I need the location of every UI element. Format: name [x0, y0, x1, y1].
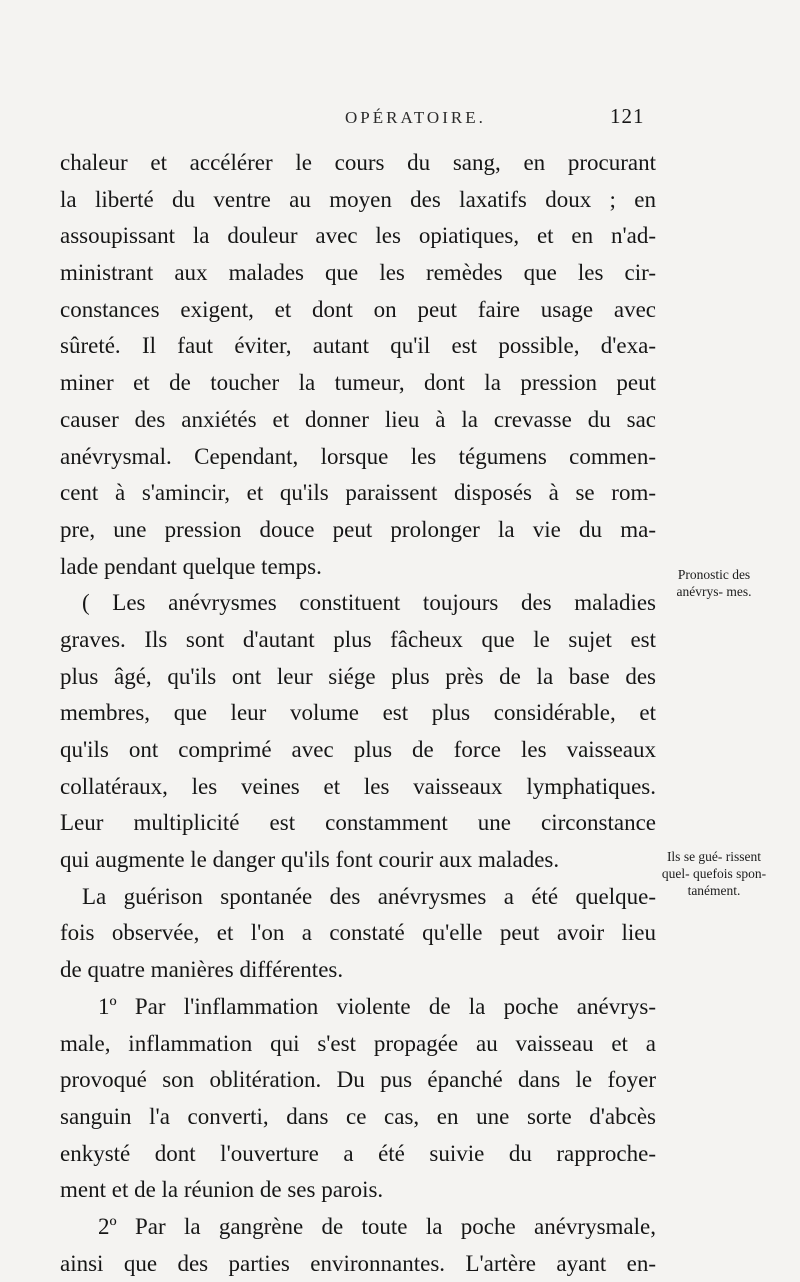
text-line: 2º Par la gangrène de toute la poche anévrysmale, [98, 1213, 656, 1239]
text-line: cent à s'amincir, et qu'ils paraissent disposés à se rom- [60, 480, 656, 506]
text-line: chaleur et accélérer le cours du sang, en procurant [60, 150, 656, 175]
text-line: sanguin l'a converti, dans ce cas, en une sorte d'abcès [60, 1103, 656, 1129]
text-line: plus âgé, qu'ils ont leur siége plus près de la base des [60, 663, 656, 689]
text-line: graves. Ils sont d'autant plus fâcheux que le sujet est [60, 626, 656, 652]
text-line: causer des anxiétés et donner lieu à la crevasse du sac [60, 406, 656, 432]
margin-note: Ils se gué- rissent quel- quefois spon- tanément. [661, 849, 767, 898]
text-line: anévrysmal. Cependant, lorsque les tégumens commen- [60, 443, 656, 469]
page-number: 121 [610, 104, 645, 128]
text-line: la liberté du ventre au moyen des laxatifs doux ; en [60, 186, 656, 212]
text-line: constances exigent, et dont on peut faire usage avec [60, 296, 656, 322]
text-line: sûreté. Il faut éviter, autant qu'il est possible, d'exa- [60, 333, 656, 359]
text-line: enkysté dont l'ouverture a été suivie du rapproche- [60, 1140, 656, 1166]
margin-note: Pronostic des anévrys- mes. [676, 567, 752, 599]
running-head [60, 104, 655, 138]
text-line: ministrant aux malades que les remèdes que les cir- [60, 260, 656, 286]
running-title: OPÉRATOIRE. [345, 108, 486, 127]
text-line: ment et de la réunion de ses parois. [60, 1177, 384, 1203]
body-text [60, 145, 656, 1282]
text-line: qui augmente le danger qu'ils font courir aux malades. [60, 847, 560, 873]
text-line: 1º Par l'inflammation violente de la poche anévrys- [98, 993, 656, 1019]
text-line: de quatre manières différentes. [60, 957, 344, 983]
text-line: provoqué son oblitération. Du pus épanché dans le foyer [60, 1067, 656, 1093]
text-line: male, inflammation qui s'est propagée au vaisseau et a [60, 1030, 656, 1056]
text-line: assoupissant la douleur avec les opiatiques, et en n'ad- [60, 223, 656, 249]
text-line: miner et de toucher la tumeur, dont la pression peut [60, 370, 656, 396]
text-line: Leur multiplicité est constamment une circonstance [60, 810, 656, 836]
text-line: La guérison spontanée des anévrysmes a été quelque- [82, 883, 656, 909]
text-line: ainsi que des parties environnantes. L'artère ayant en- [60, 1250, 656, 1276]
text-line: pre, une pression douce peut prolonger la vie du ma- [60, 516, 656, 542]
text-line: fois observée, et l'on a constaté qu'elle peut avoir lieu [60, 920, 656, 946]
text-line: lade pendant quelque temps. [60, 553, 322, 579]
text-line: collatéraux, les veines et les vaisseaux lymphatiques. [60, 773, 656, 799]
text-line: qu'ils ont comprimé avec plus de force les vaisseaux [60, 737, 656, 762]
text-line: ( Les anévrysmes constituent toujours des maladies [82, 590, 656, 616]
text-line: membres, que leur volume est plus considérable, et [60, 700, 656, 726]
